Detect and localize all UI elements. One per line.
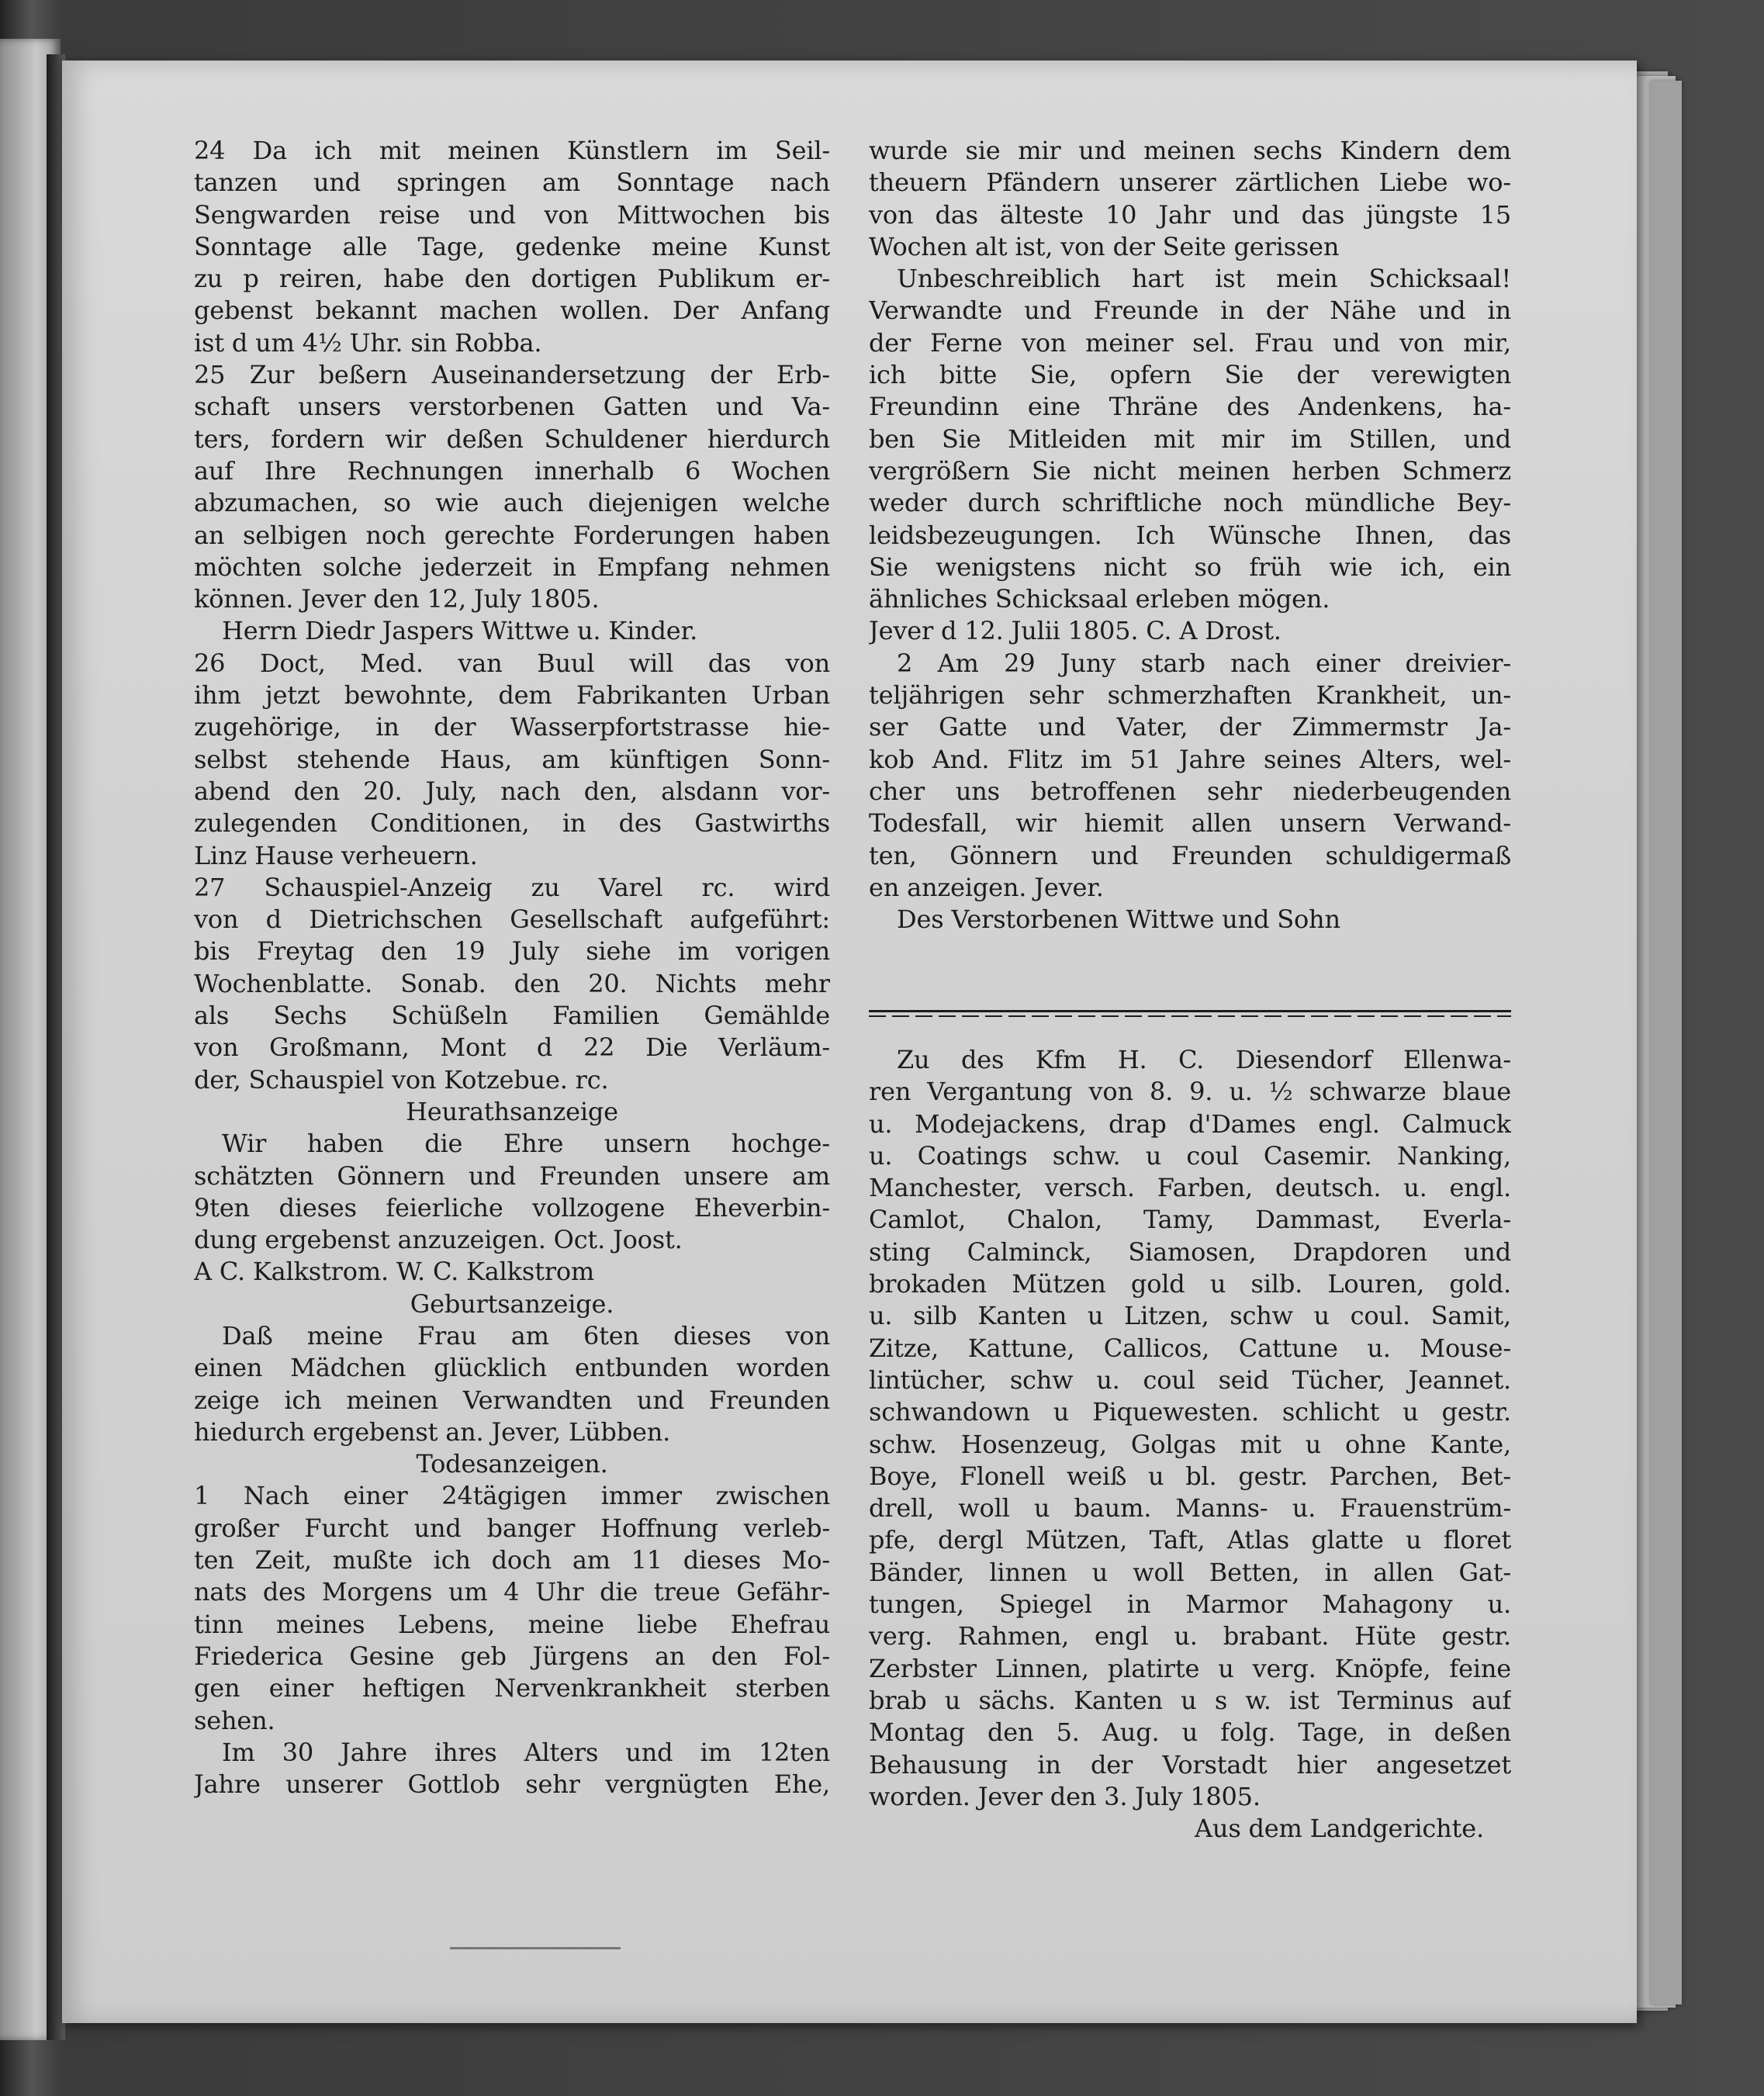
text-line: dung ergebenst anzuzeigen. Oct. Joost. [194, 1225, 683, 1255]
text-line: an selbigen noch gerechte Forderungen haben [194, 520, 830, 550]
text-line: schaft unsers verstorbenen Gatten und Va- [194, 392, 830, 422]
text-line: der, Schauspiel von Kotzebue. rc. [194, 1064, 609, 1095]
page-edge-stack [1651, 81, 1682, 2004]
text-line: abzumachen, so wie auch diejenigen welche [194, 488, 830, 518]
text-line: Herrn Diedr Jaspers Wittwe u. Kinder. [222, 616, 698, 646]
text-line: Zitze, Kattune, Callicos, Cattune u. Mouse- [869, 1333, 1511, 1363]
text-line: zugehörige, in der Wasserpfortstrasse hie- [194, 712, 830, 742]
text-line: ich bitte Sie, opfern Sie der verewigten [869, 360, 1511, 390]
text-line: Friederica Gesine geb Jürgens an den Fol- [194, 1641, 830, 1671]
text-line: Aus dem Landgerichte. [1195, 1814, 1484, 1844]
text-line: ser Gatte und Vater, der Zimmermstr Ja- [869, 712, 1511, 742]
text-line: worden. Jever den 3. July 1805. [869, 1781, 1261, 1811]
text-line: cher uns betroffenen sehr niederbeugenden [869, 776, 1511, 806]
text-line: brokaden Mützen gold u silb. Louren, gold. [869, 1269, 1511, 1299]
text-line: wurde sie mir und meinen sechs Kindern dem [869, 136, 1511, 165]
text-line: brab u sächs. Kanten u s w. ist Terminus auf [869, 1685, 1511, 1715]
text-line: verg. Rahmen, engl u. brabant. Hüte gestr. [869, 1621, 1511, 1652]
text-line: en anzeigen. Jever. [869, 872, 1104, 902]
text-line: Boye, Flonell weiß u bl. gestr. Parchen, Bet- [869, 1461, 1511, 1491]
text-line: vergrößern Sie nicht meinen herben Schmerz [869, 455, 1511, 486]
text-line: pfe, dergl Mützen, Taft, Atlas glatte u floret [869, 1525, 1511, 1555]
text-line: u. Coatings schw. u coul Casemir. Nanking, [869, 1140, 1511, 1171]
text-line: tanzen und springen am Sonntage nach [194, 168, 830, 198]
text-line: 9ten dieses feierliche vollzogene Eheverbin- [194, 1192, 830, 1223]
text-line: 24 Da ich mit meinen Künstlern im Seil- [194, 136, 830, 165]
text-line: Jahre unserer Gottlob sehr vergnügten Ehe, [194, 1769, 830, 1800]
text-line: Heurathsanzeige [406, 1096, 618, 1126]
text-line: ren Vergantung von 8. 9. u. ½ schwarze blaue [869, 1077, 1511, 1107]
newspaper-page [62, 61, 1637, 2023]
text-line: schätzten Gönnern und Freunden unsere am [194, 1160, 830, 1191]
text-line: Wochen alt ist, von der Seite gerissen [869, 231, 1340, 261]
text-line: weder durch schriftliche noch mündliche Bey- [869, 488, 1511, 518]
text-line: Sie wenigstens nicht so früh wie ich, ein [869, 552, 1511, 582]
text-line: Geburtsanzeige. [410, 1288, 614, 1319]
text-line: als Sechs Schüßeln Familien Gemählde [194, 1001, 830, 1031]
text-line: bis Freytag den 19 July siehe im vorigen [194, 936, 830, 967]
text-line: können. Jever den 12, July 1805. [194, 584, 600, 614]
text-line: 26 Doct, Med. van Buul will das von [194, 648, 830, 678]
text-line: 25 Zur beßern Auseinandersetzung der Erb- [194, 360, 830, 390]
text-line: Des Verstorbenen Wittwe und Sohn [897, 904, 1340, 935]
text-line: Unbeschreiblich hart ist mein Schicksaal! [897, 264, 1511, 294]
text-line: Jever d 12. Julii 1805. C. A Drost. [869, 616, 1281, 646]
text-line: Bänder, linnen u woll Betten, in allen Gat- [869, 1557, 1511, 1587]
text-line: theuern Pfändern unserer zärtlichen Liebe wo- [869, 168, 1511, 198]
text-line: Manchester, versch. Farben, deutsch. u. engl. [869, 1173, 1511, 1203]
text-line: drell, woll u baum. Manns- u. Frauenstrüm- [869, 1493, 1511, 1524]
text-line: ten Zeit, mußte ich doch am 11 dieses Mo- [194, 1545, 830, 1575]
text-line: Im 30 Jahre ihres Alters und im 12ten [222, 1737, 830, 1767]
text-line: von Großmann, Mont d 22 Die Verläum- [194, 1032, 830, 1063]
text-line: u. silb Kanten u Litzen, schw u coul. Samit, [869, 1301, 1511, 1331]
text-line: gebenst bekannt machen wollen. Der Anfang [194, 296, 830, 326]
text-line: tungen, Spiegel in Marmor Mahagony u. [869, 1589, 1511, 1620]
text-line: Zu des Kfm H. C. Diesendorf Ellenwa- [897, 1045, 1511, 1074]
text-line: tinn meines Lebens, meine liebe Ehefrau [194, 1609, 830, 1639]
text-line: selbst stehende Haus, am künftigen Sonn- [194, 744, 830, 774]
text-line: kob And. Flitz im 51 Jahre seines Alters, wel- [869, 744, 1511, 774]
text-line: ähnliches Schicksaal erleben mögen. [869, 584, 1330, 614]
text-line: sehen. [194, 1705, 275, 1735]
text-line: der Ferne von meiner sel. Frau und von mir, [869, 327, 1511, 358]
text-line: u. Modejackens, drap d'Dames engl. Calmuck [869, 1109, 1511, 1139]
text-line: ihm jetzt bewohnte, dem Fabrikanten Urban [194, 680, 830, 711]
text-line: schw. Hosenzeug, Golgas mit u ohne Kante, [869, 1429, 1511, 1459]
text-line: Linz Hause verheuern. [194, 840, 478, 870]
text-line: abend den 20. July, nach den, alsdann vor- [194, 776, 830, 806]
text-line: Camlot, Chalon, Tamy, Dammast, Everla- [869, 1205, 1511, 1235]
text-line: zeige ich meinen Verwandten und Freunden [194, 1385, 830, 1415]
text-line: sting Calminck, Siamosen, Drapdoren und [869, 1237, 1511, 1267]
text-line: zu p reiren, habe den dortigen Publikum er- [194, 264, 830, 294]
text-line: Montag den 5. Aug. u folg. Tage, in deßen [869, 1717, 1511, 1748]
text-line: 27 Schauspiel-Anzeig zu Varel rc. wird [194, 872, 830, 902]
text-line: ben Sie Mitleiden mit mir im Stillen, und [869, 424, 1511, 454]
text-line: Wir haben die Ehre unsern hochge- [222, 1129, 830, 1159]
text-line: ters, fordern wir deßen Schuldener hierdurch [194, 424, 830, 454]
text-line: lintücher, schw u. coul seid Tücher, Jeannet. [869, 1364, 1511, 1395]
text-line: auf Ihre Rechnungen innerhalb 6 Wochen [194, 455, 830, 486]
text-line: Wochenblatte. Sonab. den 20. Nichts mehr [194, 968, 830, 998]
text-line: großer Furcht und banger Hoffnung verleb- [194, 1513, 830, 1543]
footer-rule [450, 1947, 621, 1949]
text-line: Sengwarden reise und von Mittwochen bis [194, 199, 830, 230]
text-line: Zerbster Linnen, platirte u verg. Knöpfe, feine [869, 1653, 1511, 1683]
text-line: zulegenden Conditionen, in des Gastwirths [194, 808, 830, 839]
left-column [194, 135, 830, 1800]
text-line: Verwandte und Freunde in der Nähe und in [869, 296, 1511, 326]
text-line: Todesfall, wir hiemit allen unsern Verwand- [869, 808, 1511, 839]
text-line: schwandown u Piquewesten. schlicht u gestr. [869, 1397, 1511, 1427]
text-line: Behausung in der Vorstadt hier angesetzet [869, 1749, 1511, 1780]
text-line: von das älteste 10 Jahr und das jüngste 15 [869, 199, 1511, 230]
right-column-top [869, 135, 1511, 936]
text-line: möchten solche jederzeit in Empfang nehmen [194, 552, 830, 582]
text-line: einen Mädchen glücklich entbunden worden [194, 1353, 830, 1383]
text-line: teljährigen sehr schmerzhaften Krankheit, un- [869, 680, 1511, 711]
text-line: von d Dietrichschen Gesellschaft aufgeführt: [194, 904, 830, 935]
text-line: Todesanzeigen. [416, 1449, 608, 1479]
text-line: ist d um 4½ Uhr. sin Robba. [194, 327, 542, 358]
text-line: A C. Kalkstrom. W. C. Kalkstrom [194, 1257, 595, 1287]
text-line: Freundinn eine Thräne des Andenkens, ha- [869, 392, 1511, 422]
text-line: gen einer heftigen Nervenkrankheit sterben [194, 1673, 830, 1703]
text-line: Sonntage alle Tage, gedenke meine Kunst [194, 231, 830, 261]
section-divider [869, 1007, 1511, 1019]
text-line: hiedurch ergebenst an. Jever, Lübben. [194, 1416, 671, 1447]
text-line: leidsbezeugungen. Ich Wünsche Ihnen, das [869, 520, 1511, 550]
right-column-bottom [869, 1044, 1511, 1845]
text-line: ten, Gönnern und Freunden schuldigermaß [869, 840, 1511, 870]
text-line: Daß meine Frau am 6ten dieses von [222, 1320, 830, 1351]
text-line: 1 Nach einer 24tägigen immer zwischen [194, 1481, 830, 1511]
text-line: 2 Am 29 Juny starb nach einer dreivier- [897, 648, 1511, 678]
text-line: nats des Morgens um 4 Uhr die treue Gefähr- [194, 1577, 830, 1607]
